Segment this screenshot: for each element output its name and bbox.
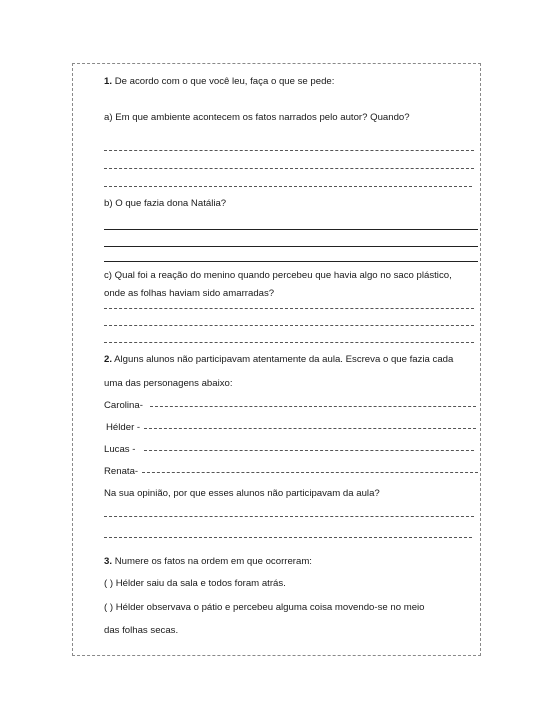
character-lucas: Lucas - [104, 444, 136, 455]
question-3-number: 3. [104, 556, 113, 567]
answer-line-1c-3[interactable] [104, 342, 474, 343]
question-3-prompt [104, 556, 312, 568]
question-1-number: 1. [104, 76, 113, 87]
character-helder: Hélder - [106, 422, 141, 433]
question-2-text: Alguns alunos não participavam atentamente da aula. Escreva o que fazia cada [114, 354, 454, 365]
answer-line-1a-2[interactable] [104, 168, 474, 169]
answer-line-1c-2[interactable] [104, 325, 474, 326]
character-renata: Renata- [104, 466, 139, 477]
answer-line-1b-2[interactable] [104, 246, 478, 247]
answer-line-1c-1[interactable] [104, 308, 474, 309]
question-3-item-1: ( ) Hélder saiu da sala e todos foram atrás. [104, 578, 286, 589]
question-1b: b) O que fazia dona Natália? [104, 198, 227, 209]
answer-line-renata[interactable] [142, 472, 478, 473]
question-1a: a) Em que ambiente acontecem os fatos narrados pelo autor? Quando? [104, 112, 410, 123]
answer-line-lucas[interactable] [144, 450, 474, 451]
question-3-text: Numere os fatos na ordem em que ocorreram: [114, 556, 312, 567]
question-2-prompt-line-1 [104, 354, 453, 366]
question-3-item-2-line-1: ( ) Hélder observava o pátio e percebeu alguma coisa movendo-se no meio [104, 602, 425, 613]
question-1c-line-1: c) Qual foi a reação do menino quando percebeu que havia algo no saco plástico, [104, 270, 452, 281]
answer-line-1b-1[interactable] [104, 229, 478, 230]
question-2-opinion: Na sua opinião, por que esses alunos não participavam da aula? [104, 488, 380, 499]
answer-line-2-opinion-1[interactable] [104, 516, 474, 517]
answer-line-1a-3[interactable] [104, 186, 472, 187]
question-2-prompt-line-2: uma das personagens abaixo: [104, 378, 233, 389]
question-3-item-2-line-2: das folhas secas. [104, 625, 179, 636]
character-carolina: Carolina- [104, 400, 143, 411]
question-1c-line-2: onde as folhas haviam sido amarradas? [104, 288, 275, 299]
answer-line-1b-3[interactable] [104, 261, 478, 262]
answer-line-carolina[interactable] [150, 406, 476, 407]
question-1-prompt [104, 76, 334, 88]
question-2-number: 2. [104, 354, 113, 365]
answer-line-1a-1[interactable] [104, 150, 474, 151]
answer-line-helder[interactable] [144, 428, 476, 429]
answer-line-2-opinion-2[interactable] [104, 537, 472, 538]
question-1-text: De acordo com o que você leu, faça o que se pede: [114, 76, 335, 87]
